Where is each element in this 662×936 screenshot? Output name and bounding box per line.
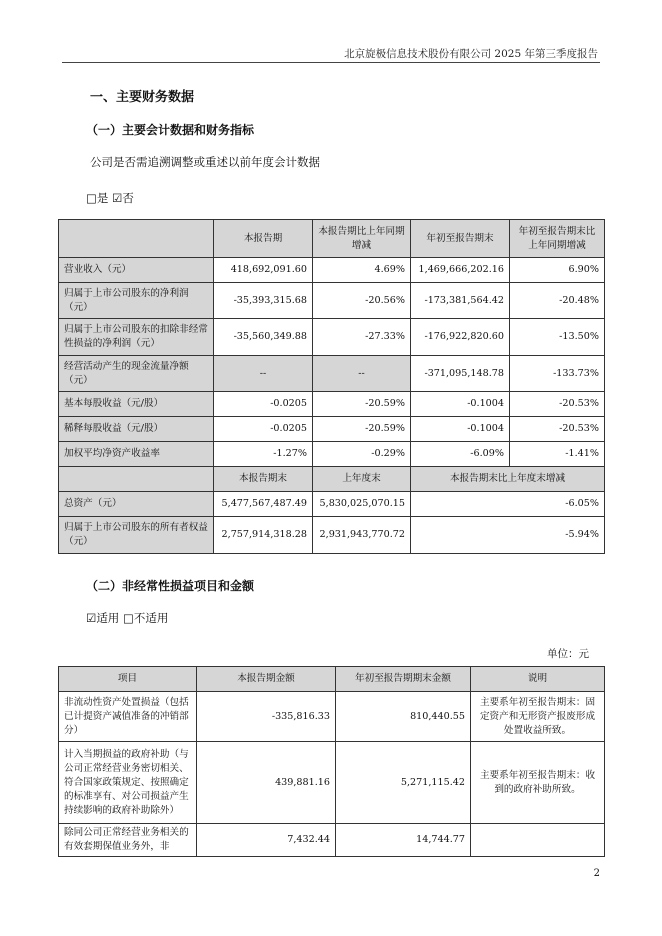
cell-value: 6.90%: [510, 258, 605, 283]
cell-value: -0.1004: [411, 417, 510, 442]
cell-value: -176,922,820.60: [411, 319, 510, 356]
table-row: [59, 517, 605, 554]
report-header-title: 北京旋极信息技术股份有限公司 2025 年第三季度报告: [344, 48, 598, 60]
cell-value: -133.73%: [510, 356, 605, 392]
cell-note: [471, 824, 605, 857]
row-label: 归属于上市公司股东的所有者权益（元）: [59, 517, 214, 554]
cell-value: -0.1004: [411, 392, 510, 417]
table-row: [59, 442, 605, 467]
yes-checkbox-icon[interactable]: □: [86, 191, 97, 205]
cell-note: 主要系年初至报告期末：收到的政府补助所致。: [471, 742, 605, 824]
cell-value: --: [214, 356, 313, 392]
table-header-blank: [59, 220, 214, 258]
cell-value: -35,560,349.88: [214, 319, 313, 356]
row-label: 计入当期损益的政府补助（与公司正常经营业务密切相关、符合国家政策规定、按照确定的标准享有、对公司损益产生持续影响的政府补助除外）: [59, 742, 197, 824]
table-row: [59, 417, 605, 442]
subsection-title: （一）主要会计数据和财务指标: [86, 123, 255, 137]
cell-note: 主要系年初至报告期末：固定资产和无形资产报废形成处置收益所致。: [471, 692, 605, 742]
table-subheader-cell: 本报告期末: [214, 467, 313, 492]
cell-value: -35,393,315.68: [214, 283, 313, 319]
row-label: 加权平均净资产收益率: [59, 442, 214, 467]
cell-value: 7,432.44: [197, 824, 336, 857]
header-divider: [62, 62, 600, 63]
table-header-cell: 本报告期比上年同期增减: [313, 220, 411, 258]
table-row: [59, 356, 605, 392]
table-row: [59, 742, 605, 824]
non-recurring-items-table: [58, 666, 605, 857]
page-number: 2: [593, 868, 600, 879]
table-header-cell: 项目: [59, 667, 197, 692]
cell-value: 1,469,666,202.16: [411, 258, 510, 283]
table-header-cell: 说明: [471, 667, 605, 692]
cell-value: -27.33%: [313, 319, 411, 356]
table-row: [59, 824, 605, 857]
row-label: 稀释每股收益（元/股）: [59, 417, 214, 442]
section-title: 一、主要财务数据: [90, 90, 195, 105]
table-row: [59, 283, 605, 319]
cell-value: -20.53%: [510, 417, 605, 442]
na-label: 不适用: [133, 611, 169, 625]
table-header-cell: 年初至报告期期末金额: [336, 667, 471, 692]
apply-checkbox-icon[interactable]: ☑: [86, 611, 97, 625]
subsection-title-2: （二）非经常性损益项目和金额: [86, 579, 255, 593]
apply-label: 适用: [96, 611, 120, 625]
cell-value: -5.94%: [411, 517, 605, 554]
cell-value: -0.0205: [214, 417, 313, 442]
cell-value: 4.69%: [313, 258, 411, 283]
cell-value: -20.48%: [510, 283, 605, 319]
cell-value: -20.56%: [313, 283, 411, 319]
table-header-cell: 本报告期金额: [197, 667, 336, 692]
table-subheader-cell: 上年度末: [313, 467, 411, 492]
cell-value: 5,830,025,070.15: [313, 492, 411, 517]
cell-value: -0.0205: [214, 392, 313, 417]
cell-value: 5,271,115.42: [336, 742, 471, 824]
table-subheader-cell: 本报告期末比上年度末增减: [411, 467, 605, 492]
applicability-options: [86, 610, 168, 626]
row-label: 归属于上市公司股东的净利润（元）: [59, 283, 214, 319]
table-row: [59, 258, 605, 283]
cell-value: 5,477,567,487.49: [214, 492, 313, 517]
table-header-cell: 年初至报告期末: [411, 220, 510, 258]
row-label: 非流动性资产处置损益（包括已计提资产减值准备的冲销部分）: [59, 692, 197, 742]
cell-value: -13.50%: [510, 319, 605, 356]
table-header-cell: 年初至报告期末比上年同期增减: [510, 220, 605, 258]
row-label: 除同公司正常经营业务相关的有效套期保值业务外，非: [59, 824, 197, 857]
cell-value: 2,931,943,770.72: [313, 517, 411, 554]
cell-value: -20.53%: [510, 392, 605, 417]
cell-value: 14,744.77: [336, 824, 471, 857]
cell-value: -6.09%: [411, 442, 510, 467]
cell-value: 418,692,091.60: [214, 258, 313, 283]
na-checkbox-icon[interactable]: □: [122, 611, 134, 625]
unit-label: 单位：元: [547, 648, 589, 660]
row-label: 经营活动产生的现金流量净额（元）: [59, 356, 214, 392]
cell-value: -0.29%: [313, 442, 411, 467]
cell-value: -335,816.33: [197, 692, 336, 742]
cell-value: -20.59%: [313, 417, 411, 442]
cell-value: 439,881.16: [197, 742, 336, 824]
restatement-options: [86, 190, 134, 206]
cell-value: -173,381,564.42: [411, 283, 510, 319]
yes-label: 是: [96, 191, 109, 205]
no-label: 否: [122, 191, 134, 205]
row-label: 基本每股收益（元/股）: [59, 392, 214, 417]
cell-value: -6.05%: [411, 492, 605, 517]
no-checkbox-icon[interactable]: ☑: [112, 191, 123, 205]
row-label: 归属于上市公司股东的扣除非经常性损益的净利润（元）: [59, 319, 214, 356]
cell-value: -371,095,148.78: [411, 356, 510, 392]
table-row: [59, 319, 605, 356]
key-financial-data-table: [58, 219, 605, 554]
table-header-cell: 本报告期: [214, 220, 313, 258]
cell-value: -1.27%: [214, 442, 313, 467]
table-subheader-blank: [59, 467, 214, 492]
cell-value: 2,757,914,318.28: [214, 517, 313, 554]
table-row: [59, 492, 605, 517]
cell-value: -1.41%: [510, 442, 605, 467]
table-row: [59, 392, 605, 417]
row-label: 总资产（元）: [59, 492, 214, 517]
cell-value: --: [313, 356, 411, 392]
row-label: 营业收入（元）: [59, 258, 214, 283]
cell-value: 810,440.55: [336, 692, 471, 742]
restatement-question: 公司是否需追溯调整或重述以前年度会计数据: [90, 155, 320, 169]
table-row: [59, 692, 605, 742]
cell-value: -20.59%: [313, 392, 411, 417]
